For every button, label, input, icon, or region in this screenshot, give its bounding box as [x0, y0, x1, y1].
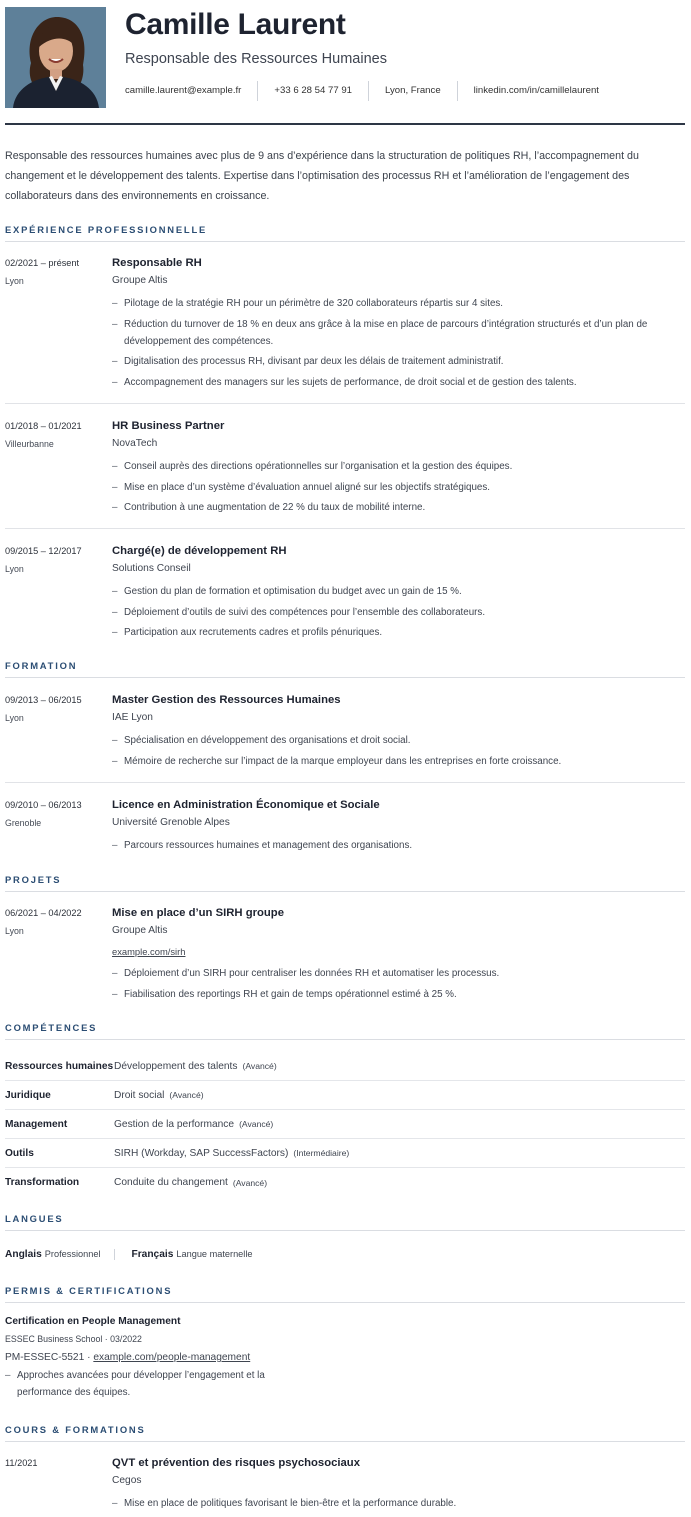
contact-location: Lyon, France	[368, 81, 457, 101]
skill-category: Management	[5, 1118, 68, 1130]
skill-level: (Avancé)	[169, 1090, 204, 1100]
entry-organization: IAE Lyon	[112, 712, 153, 723]
certification-credential	[5, 1351, 305, 1365]
language-name: Anglais	[5, 1248, 42, 1260]
entry-title: HR Business Partner	[112, 420, 225, 432]
bullet-item: – Mémoire de recherche sur l’impact de la marque employeur dans les entreprises en forte croissance.	[112, 753, 685, 770]
skill-level: (Intermédiaire)	[293, 1148, 350, 1158]
experience-entry	[5, 545, 685, 645]
languages-list	[5, 1244, 266, 1264]
bullet-item: – Gestion du plan de formation et optimisation du budget avec un gain de 15 %.	[112, 583, 685, 600]
entry-bullets	[112, 965, 685, 1006]
entry-location: Lyon	[5, 713, 24, 723]
project-link[interactable]: example.com/sirh	[112, 946, 186, 957]
entry-bullets	[112, 295, 685, 394]
entry-location: Grenoble	[5, 818, 42, 828]
entry-title: Licence en Administration Économique et Sociale	[112, 799, 380, 811]
experience-entry	[5, 257, 685, 404]
contact-bar	[125, 81, 615, 101]
language-level: Professionnel	[44, 1248, 101, 1259]
bullet-item: – Participation aux recrutements cadres et profils pénuriques.	[112, 624, 685, 641]
contact-email[interactable]: camille.laurent@example.fr	[125, 85, 242, 96]
entry-title: Master Gestion des Ressources Humaines	[112, 694, 341, 706]
bullet-item: – Fiabilisation des reportings RH et gain de temps opérationnel estimé à 25 %.	[112, 986, 685, 1003]
entry-organization: Cegos	[112, 1475, 142, 1486]
entry-bullets	[112, 583, 685, 645]
project-entry	[5, 907, 685, 1007]
entry-organization: Groupe Altis	[112, 275, 168, 286]
bullet-item: – Mise en place d’un système d’évaluation annuel aligné sur les objectifs stratégiques.	[112, 479, 685, 496]
section-title-languages: LANGUES	[5, 1213, 685, 1231]
certification-separator: ·	[84, 1352, 94, 1363]
education-entry	[5, 799, 685, 859]
section-title-projects: PROJETS	[5, 874, 685, 892]
skill-category: Transformation	[5, 1177, 80, 1188]
skill-name: Développement des talents	[114, 1060, 238, 1072]
course-entry	[5, 1457, 685, 1515]
bullet-item: – Digitalisation des processus RH, divisant par deux les délais de traitement administratif.	[112, 353, 685, 370]
skill-row	[5, 1168, 685, 1197]
entry-date: 06/2021 – 04/2022	[5, 908, 82, 918]
skill-row	[5, 1110, 685, 1139]
entry-organization: NovaTech	[112, 438, 158, 449]
resume-header	[5, 7, 685, 127]
bullet-item: – Approches avancées pour développer l’engagement et la performance des équipes.	[5, 1367, 305, 1401]
entry-date: 01/2018 – 01/2021	[5, 421, 82, 431]
entry-location: Lyon	[5, 564, 24, 574]
bullet-item: – Parcours ressources humaines et management des organisations.	[112, 837, 685, 854]
entry-title: QVT et prévention des risques psychosociaux	[112, 1457, 360, 1469]
entry-title: Mise en place d’un SIRH groupe	[112, 907, 284, 919]
certification-link[interactable]: example.com/people-management	[93, 1352, 251, 1363]
education-entry	[5, 694, 685, 783]
bullet-item: – Accompagnement des managers sur les sujets de performance, de droit social et de gestion des talents.	[112, 374, 685, 391]
section-title-courses: COURS & FORMATIONS	[5, 1424, 685, 1442]
entry-location: Lyon	[5, 276, 24, 286]
skill-level: (Avancé)	[242, 1061, 277, 1071]
entry-bullets	[112, 837, 685, 858]
skill-row	[5, 1139, 685, 1168]
bullet-item: – Déploiement d’outils de suivi des compétences pour l’ensemble des collaborateurs.	[112, 604, 685, 621]
entry-date: 09/2010 – 06/2013	[5, 800, 82, 810]
skill-row	[5, 1052, 685, 1081]
entry-organization: Groupe Altis	[112, 925, 168, 936]
section-title-experience: EXPÉRIENCE PROFESSIONNELLE	[5, 224, 685, 242]
language-level: Langue maternelle	[176, 1248, 253, 1259]
contact-phone[interactable]: +33 6 28 54 77 91	[257, 81, 368, 101]
section-title-education: FORMATION	[5, 660, 685, 678]
profile-photo	[5, 7, 106, 108]
skill-level: (Avancé)	[239, 1119, 274, 1129]
entry-bullets	[112, 458, 685, 520]
contact-linkedin[interactable]: linkedin.com/in/camillelaurent	[457, 81, 615, 101]
certification-id: PM-ESSEC-5521	[5, 1352, 85, 1363]
language-name: Français	[131, 1248, 174, 1260]
candidate-headline: Responsable des Ressources Humaines	[125, 51, 387, 67]
language-item	[5, 1249, 114, 1260]
certification-entry	[5, 1315, 305, 1401]
entry-title: Responsable RH	[112, 257, 202, 269]
entry-date: 09/2015 – 12/2017	[5, 546, 82, 556]
skill-name: Gestion de la performance	[114, 1118, 235, 1130]
skill-name: Droit social	[114, 1089, 165, 1101]
section-title-certifications: PERMIS & CERTIFICATIONS	[5, 1285, 685, 1303]
skill-category: Outils	[5, 1147, 34, 1159]
candidate-name: Camille Laurent	[125, 8, 346, 41]
entry-organization: Université Grenoble Alpes	[112, 817, 230, 828]
entry-date: 02/2021 – présent	[5, 258, 80, 268]
bullet-item: – Contribution à une augmentation de 22 % du taux de mobilité interne.	[112, 499, 685, 516]
language-item	[114, 1249, 266, 1260]
bullet-item: – Spécialisation en développement des organisations et droit social.	[112, 732, 685, 749]
certification-issuer: ESSEC Business School · 03/2022	[5, 1334, 142, 1344]
header-divider	[5, 123, 685, 125]
skills-table	[5, 1052, 685, 1197]
experience-entry	[5, 420, 685, 529]
bullet-item: – Déploiement d’un SIRH pour centraliser les données RH et automatiser les processus.	[112, 965, 685, 982]
skill-level: (Avancé)	[232, 1177, 268, 1188]
entry-bullets	[112, 732, 685, 773]
entry-date: 11/2021	[5, 1458, 38, 1468]
certification-bullets	[5, 1367, 305, 1401]
skill-category: Ressources humaines	[5, 1060, 114, 1072]
skill-name: SIRH (Workday, SAP SuccessFactors)	[114, 1147, 289, 1159]
entry-date: 09/2013 – 06/2015	[5, 695, 82, 705]
bullet-item: – Réduction du turnover de 18 % en deux ans grâce à la mise en place de parcours d’intégration structurés et d’un plan de développement des compétences.	[112, 316, 685, 350]
section-title-skills: COMPÉTENCES	[5, 1022, 685, 1040]
skill-row	[5, 1081, 685, 1110]
entry-location: Villeurbanne	[5, 439, 54, 449]
certification-title: Certification en People Management	[5, 1316, 181, 1327]
skill-name: Conduite du changement	[114, 1177, 228, 1188]
entry-location: Lyon	[5, 926, 24, 936]
entry-title: Chargé(e) de développement RH	[112, 545, 287, 557]
bullet-item: – Mise en place de politiques favorisant le bien-être et la performance durable.	[112, 1495, 685, 1512]
bullet-item: – Conseil auprès des directions opérationnelles sur l’organisation et la gestion des équipes.	[112, 458, 685, 475]
skill-category: Juridique	[5, 1089, 51, 1101]
entry-bullets	[112, 1495, 685, 1516]
bullet-item: – Pilotage de la stratégie RH pour un périmètre de 320 collaborateurs répartis sur 4 sites.	[112, 295, 685, 312]
profile-summary: Responsable des ressources humaines avec plus de 9 ans d’expérience dans la structuration de politiques RH, l’accompagnement du changement et le développement des talents. Expertise dans l’optimisation des processus RH et l’amélioration de l’engagement des collaborateurs dans des environnements en croissance.	[5, 150, 639, 202]
entry-organization: Solutions Conseil	[112, 563, 191, 574]
